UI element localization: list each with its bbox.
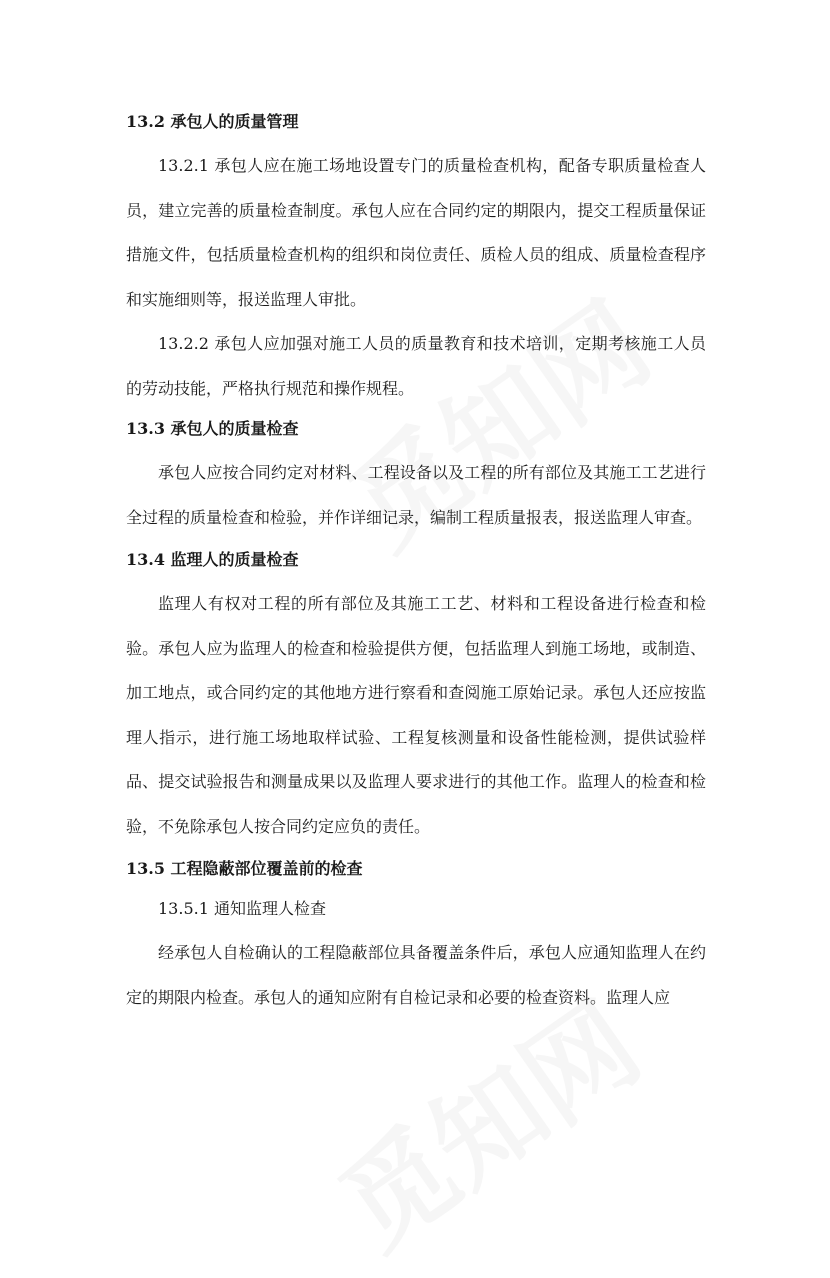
paragraph-13-5-1: 经承包人自检确认的工程隐蔽部位具备覆盖条件后，承包人应通知监理人在约定的期限内检查。承包人的通知应附有自检记录和必要的检查资料。监理人应 (126, 943, 706, 1007)
paragraph-13-4: 监理人有权对工程的所有部位及其施工工艺、材料和工程设备进行检查和检验。承包人应为监理人的检查和检验提供方便，包括监理人到施工场地，或制造、加工地点，或合同约定的其他地方进行察看和查阅施工原始记录。承包人还应按监理人指示，进行施工场地取样试验、工程复核测量和设备性能检测，提供试验样品、提交试验报告和测量成果以及监理人要求进行的其他工作。监理人的检查和检验，不免除承包人按合同约定应负的责任。 (126, 594, 706, 836)
section-heading-13-2: 13.2 承包人的质量管理 (126, 112, 299, 131)
section-heading-13-4: 13.4 监理人的质量检查 (126, 550, 299, 569)
section-heading-13-5: 13.5 工程隐蔽部位覆盖前的检查 (126, 859, 363, 878)
document-body (126, 104, 706, 1020)
section-heading-13-3: 13.3 承包人的质量检查 (126, 419, 299, 438)
subheading-13-5-1: 13.5.1 通知监理人检查 (158, 899, 326, 918)
paragraph-13-3: 承包人应按合同约定对材料、工程设备以及工程的所有部位及其施工工艺进行全过程的质量检查和检验，并作详细记录，编制工程质量报表，报送监理人审查。 (126, 463, 706, 527)
paragraph-13-2-2: 13.2.2 承包人应加强对施工人员的质量教育和技术培训，定期考核施工人员的劳动技能，严格执行规范和操作规程。 (126, 334, 706, 398)
paragraph-13-2-1: 13.2.1 承包人应在施工场地设置专门的质量检查机构，配备专职质量检查人员，建立完善的质量检查制度。承包人应在合同约定的期限内，提交工程质量保证措施文件，包括质量检查机构的组织和岗位责任、质检人员的组成、质量检查程序和实施细则等，报送监理人审批。 (126, 156, 706, 309)
